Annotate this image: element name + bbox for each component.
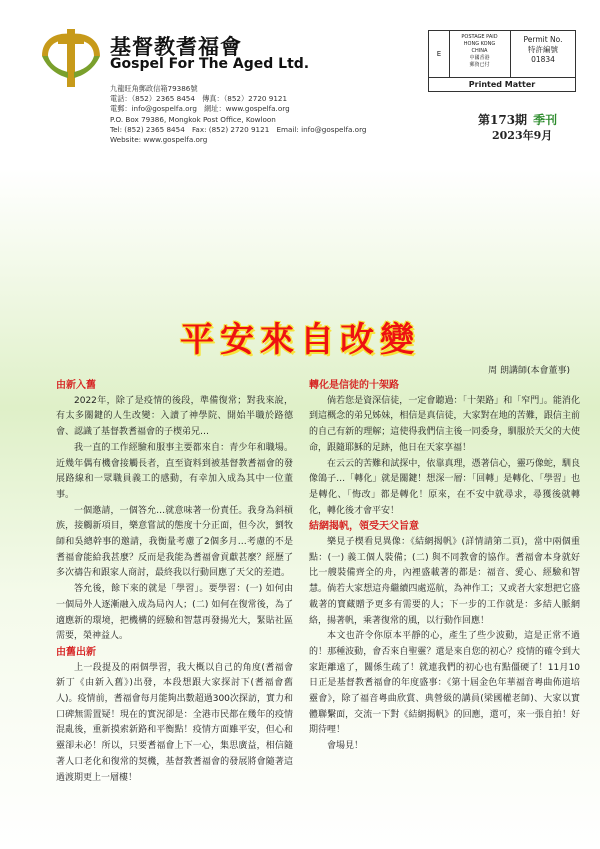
permit-line: 特許編號 bbox=[528, 45, 558, 54]
article-column-left bbox=[56, 378, 293, 786]
contact-line: Tel: (852) 2365 8454 Fax: (852) 2720 9121 Email: info@gospelfa.org bbox=[110, 124, 367, 134]
postage-line: CHINA bbox=[471, 48, 488, 54]
contact-line: P.O. Box 79386, Mongkok Post Office, Kowloon bbox=[110, 114, 276, 124]
issue-date: 2023年9月 bbox=[492, 129, 553, 142]
article-author: 周 朗講師(本會董事) bbox=[488, 366, 570, 376]
postage-line: HONG KONG bbox=[463, 41, 496, 47]
postage-line: 中國香港 bbox=[469, 55, 490, 61]
section-heading: 轉化是信徒的十架路 bbox=[309, 380, 399, 391]
contact-line: 電郵：info@gospelfa.org 網址：www.gospelfa.org bbox=[110, 104, 290, 114]
org-name-english: Gospel For The Aged Ltd. bbox=[110, 56, 310, 72]
postage-line: 郵資已付 bbox=[469, 62, 490, 68]
postage-paid bbox=[449, 31, 511, 77]
section-heading: 結網揭帆，領受天父旨意 bbox=[309, 521, 419, 533]
contact-block bbox=[110, 84, 366, 145]
paragraph: 倘若您是資深信徒，一定會聽過：「十架路」和「窄門」。能消化到這概念的弟兄姊妹，相信是真信徒，大家對在地的苦難，跟信主前的自己有新的理解；這使得我們信主後一同委身，馴服於天父的大使命，跟隨耶穌的足跡，他日在天家享福！ bbox=[309, 395, 580, 453]
issue-no: 第173期 bbox=[478, 113, 528, 127]
paragraph: 一個邀請，一個答允…就意味著一份責任。我身為斜槓族，接觸新項目，樂意嘗試的態度十分正面，但今次，劉牧師和吳總幹事的邀請，我衡量考慮了2個多月…考慮的不是耆福會能給我甚麼？反而是我能為耆福會貢獻甚麼？經歷了多次禱告和跟家人商討，最終我以行動回應了天父的差遣。 bbox=[56, 505, 293, 579]
article-column-right bbox=[309, 378, 580, 755]
paragraph: 答允後，餘下來的就是「學習」。要學習：(一) 如何由一個局外人逐漸融入成為局內人；(二) 如何在復常後，為了適應新的環境，把機構的經驗和智慧再發揚光大，緊貼社區需要，榮神益人。 bbox=[56, 584, 293, 642]
gfa-cross-logo-icon bbox=[38, 26, 104, 88]
org-name-chinese: 基督教耆福會 bbox=[110, 35, 242, 59]
contact-line: Website: www.gospelfa.org bbox=[110, 134, 208, 144]
paragraph: 樂見子楔看見異像：《結網揭帆》(詳情請第二頁)，當中兩個重點：(一) 義工個人裝備；(二) 與不同教會的協作。耆福會本身就好比一艘裝備齊全的舟，內裡盛載著的都是：福音、愛心、經驗和智慧。倘若大家想這舟繼續四處巡航，為神作工；又或者大家想把它盛載著的寶藏贈予更多有需要的人；下一步的工作就是：多結人脈網絡，揚著帆，乘著復常的風，以行動作回應！ bbox=[309, 537, 580, 626]
postage-e: E bbox=[429, 31, 450, 77]
article-title: 平安來自改變 bbox=[180, 320, 420, 360]
issue-number bbox=[478, 111, 557, 128]
paragraph: 在云云的苦難和試探中，依靠真理，憑著信心，靈巧像蛇，馴良像鴿子…「轉化」就是關鍵！想深一層：「回轉」是轉化、「學習」也是轉化、「悔改」都是轉化！原來，在不安中就尋求，尋獲後就轉化，轉化後才會平安！ bbox=[309, 458, 580, 516]
paragraph: 2022年，除了是疫情的後段，準備復常；對我來說，有太多關鍵的人生改變：入讀了神學院、開始半職於路德會、認識了基督教耆福會的子楔弟兄… bbox=[56, 395, 293, 438]
sign-off: 會場見！ bbox=[327, 741, 364, 752]
issue-type: 季刊 bbox=[533, 113, 558, 127]
paragraph: 本文也許令你原本平靜的心，產生了些少波動，這是正常不過的！那種波動，會否來自聖靈？還是來自您的初心？疫情的確令到大家距離遠了，關係生疏了！就連我們的初心也有點僵硬了！11月10日正是基督教耆福會的年度盛事：《第十屆金色年華福音粵曲佈道培靈會》，除了福音粵曲欣賞、典營級的講員(梁國權老師)、大家以實體聯繫面，交流一下對《結網揭帆》的回應，還可，來一張自拍！好期待哩！ bbox=[309, 631, 580, 736]
paragraph: 上一段提及的兩個學習，我大概以自己的角度(耆福會新丁《由新入舊》)出發，本段想跟大家探討下(耆福會舊人)。疫情前，耆福會每月能夠出數超過300次探訪，實力和口碑無需置疑！現在的實況卻是：全港市民都在幾年的疫情混亂後，重新摸索新路和平衡點！疫情方面雖平安，但心和靈卻未必！所以，只要耆福會上下一心，集思廣益，相信隨著人口老化和復常的契機，基督教耆福會的發展將會隨著這過渡期更上一層樓！ bbox=[56, 662, 293, 783]
postage-box bbox=[428, 30, 576, 92]
contact-line: 九龍旺角郵政信箱79386號 bbox=[110, 84, 198, 93]
printed-matter-label: Printed Matter bbox=[429, 77, 575, 92]
paragraph: 我一直的工作經驗和服事主要都來自：青少年和職場。近幾年偶有機會接觸長者，直至資料到被基督教耆福會的發展路線和一眾職員義工的感動，有幸加入成為其中一位董事。 bbox=[56, 442, 293, 500]
contact-line: 電話：（852）2365 8454 傳真：（852）2720 9121 bbox=[110, 94, 288, 104]
section-heading: 由新入舊 bbox=[56, 380, 96, 391]
postage-line: POSTAGE PAID bbox=[461, 34, 498, 40]
postage-permit bbox=[511, 31, 575, 77]
permit-line: Permit No. bbox=[523, 35, 563, 44]
permit-line: 01834 bbox=[531, 55, 555, 64]
section-heading: 由舊出新 bbox=[56, 646, 96, 658]
